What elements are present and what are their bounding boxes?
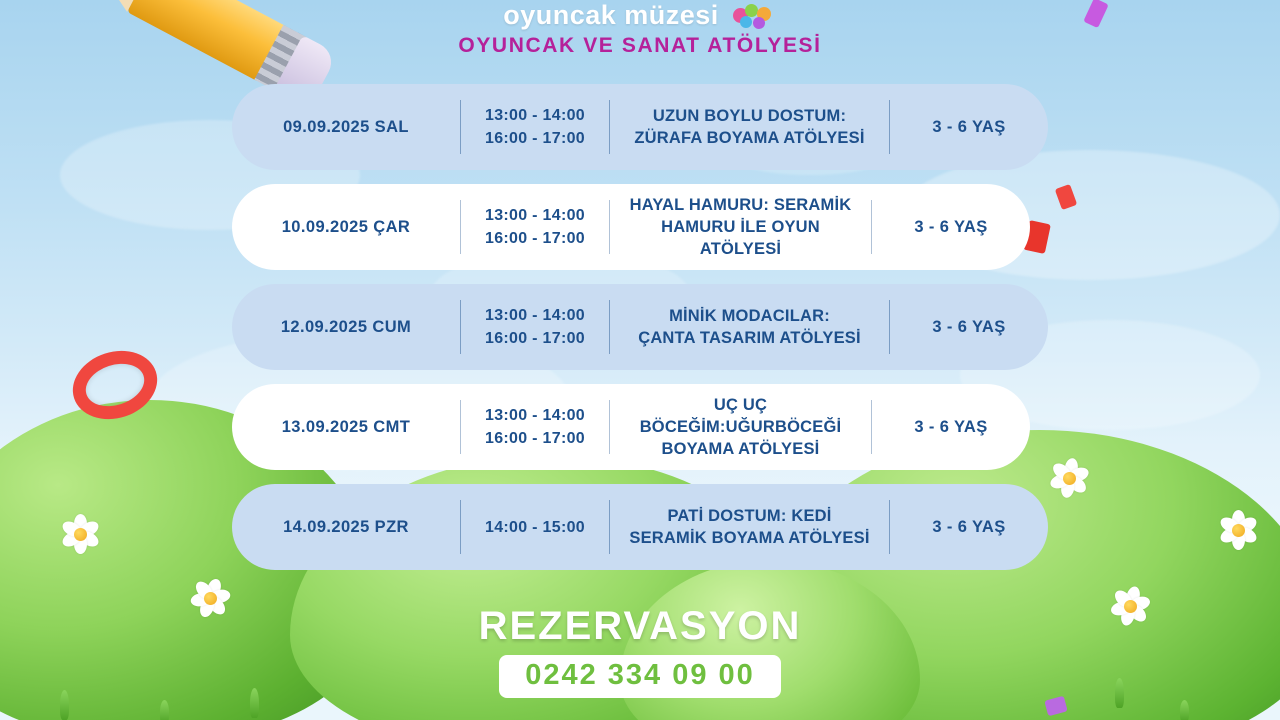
row-title xyxy=(610,484,889,570)
row-time xyxy=(461,484,609,570)
row-time-1: 13:00 - 14:00 xyxy=(485,207,585,224)
row-time-1: 13:00 - 14:00 xyxy=(485,107,585,124)
table-row xyxy=(232,384,1030,470)
row-time-2: 16:00 - 17:00 xyxy=(485,430,585,447)
row-age: 3 - 6 YAŞ xyxy=(914,417,988,436)
brand-name: oyuncak müzesi xyxy=(503,0,719,30)
row-title-line2: SERAMİK BOYAMA ATÖLYESİ xyxy=(629,529,870,547)
row-date: 09.09.2025 SAL xyxy=(283,117,409,136)
row-title-line1: UÇ UÇ BÖCEĞİM:UĞURBÖCEĞİ xyxy=(639,396,842,436)
row-title-line2: ZÜRAFA BOYAMA ATÖLYESİ xyxy=(634,129,865,147)
row-title-line1: HAYAL HAMURU: SERAMİK xyxy=(629,196,852,214)
row-title-line2: HAMURU İLE OYUN ATÖLYESİ xyxy=(661,218,820,258)
poster-subtitle: OYUNCAK VE SANAT ATÖLYESİ xyxy=(458,34,822,57)
row-date: 10.09.2025 ÇAR xyxy=(281,217,411,236)
row-title xyxy=(610,284,889,370)
row-title-line2: BOYAMA ATÖLYESİ xyxy=(661,440,820,458)
row-title-line1: UZUN BOYLU DOSTUM: xyxy=(652,107,847,125)
row-time-1: 13:00 - 14:00 xyxy=(485,307,585,324)
row-time-2: 16:00 - 17:00 xyxy=(485,230,585,247)
row-title xyxy=(610,384,871,470)
reservation-footer xyxy=(0,604,1280,698)
daisy-icon xyxy=(1216,508,1260,552)
row-title xyxy=(610,84,889,170)
daisy-icon xyxy=(58,512,102,556)
table-row xyxy=(232,184,1030,270)
workshop-schedule xyxy=(232,84,1048,584)
table-row xyxy=(232,84,1048,170)
daisy-icon xyxy=(1049,458,1089,498)
row-age: 3 - 6 YAŞ xyxy=(932,117,1006,136)
row-time xyxy=(461,284,609,370)
grass-icon xyxy=(1180,700,1189,720)
reservation-label: REZERVASYON xyxy=(478,604,802,648)
row-date: 14.09.2025 PZR xyxy=(283,517,409,536)
row-title-line1: PATİ DOSTUM: KEDİ xyxy=(667,507,832,525)
row-time xyxy=(461,184,609,270)
row-title xyxy=(610,184,871,270)
table-row xyxy=(232,284,1048,370)
row-time-1: 14:00 - 15:00 xyxy=(485,518,585,536)
row-time-1: 13:00 - 14:00 xyxy=(485,407,585,424)
reservation-phone[interactable]: 0242 334 09 00 xyxy=(499,655,781,698)
row-time xyxy=(461,84,609,170)
poster-header xyxy=(0,0,1280,58)
row-time-2: 16:00 - 17:00 xyxy=(485,130,585,147)
row-date: 12.09.2025 CUM xyxy=(280,317,412,336)
brand-title xyxy=(0,0,1280,30)
logo-dots-icon xyxy=(733,4,777,30)
row-title-line2: ÇANTA TASARIM ATÖLYESİ xyxy=(638,329,861,347)
table-row xyxy=(232,484,1048,570)
row-age: 3 - 6 YAŞ xyxy=(932,517,1006,536)
row-time xyxy=(461,384,609,470)
row-time-2: 16:00 - 17:00 xyxy=(485,330,585,347)
grass-icon xyxy=(160,700,169,720)
row-age: 3 - 6 YAŞ xyxy=(914,217,988,236)
row-title-line1: MİNİK MODACILAR: xyxy=(669,307,830,325)
row-date: 13.09.2025 CMT xyxy=(281,417,411,436)
row-age: 3 - 6 YAŞ xyxy=(932,317,1006,336)
